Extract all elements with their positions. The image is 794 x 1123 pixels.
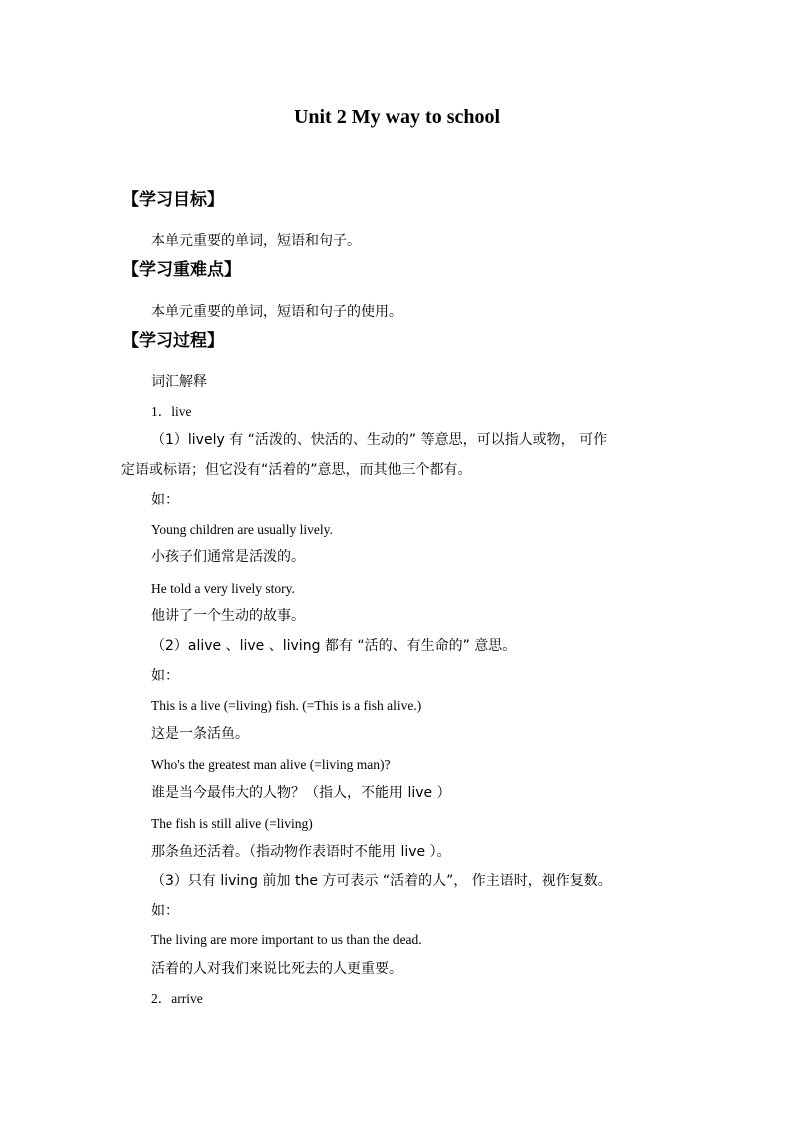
difficulty-text: 本单元重要的单词，短语和句子的使用。 xyxy=(151,304,403,320)
example-english: Who's the greatest man alive (=living man)? xyxy=(151,757,391,772)
example-english: Young children are usually lively. xyxy=(151,522,333,537)
example-english: He told a very lively story. xyxy=(151,581,295,596)
paragraph-line: （2）alive 、live 、living 都有 “活的、有生命的” 意思。 xyxy=(151,638,517,654)
paragraph-line: （1）lively 有 “活泼的、快活的、生动的” 等意思，可以指人或物， 可作 xyxy=(151,432,608,448)
vocab-heading: 词汇解释 xyxy=(151,374,207,390)
example-english: The fish is still alive (=living) xyxy=(151,816,313,831)
goal-text: 本单元重要的单词，短语和句子。 xyxy=(151,233,361,249)
document-title: Unit 2 My way to school xyxy=(293,106,501,128)
example-chinese: 小孩子们通常是活泼的。 xyxy=(151,549,305,565)
example-label: 如： xyxy=(151,668,179,684)
paragraph-line: 定语或标语；但它没有“活着的”意思，而其他三个都有。 xyxy=(121,462,472,478)
example-label: 如： xyxy=(151,492,179,508)
section-heading-process: 【学习过程】 xyxy=(122,331,224,351)
vocab-item-live: 1．live xyxy=(151,404,192,419)
example-chinese: 这是一条活鱼。 xyxy=(151,726,249,742)
example-chinese: 那条鱼还活着。（指动物作表语时不能用 live ）。 xyxy=(151,844,451,860)
example-english: The living are more important to us than the dead. xyxy=(151,932,422,947)
example-label: 如： xyxy=(151,903,179,919)
example-chinese: 活着的人对我们来说比死去的人更重要。 xyxy=(151,961,403,977)
example-chinese: 谁是当今最伟大的人物？（指人，不能用 live ） xyxy=(151,785,451,801)
vocab-item-arrive: 2．arrive xyxy=(151,991,203,1006)
paragraph-line: （3）只有 living 前加 the 方可表示 “活着的人”， 作主语时，视作复数。 xyxy=(151,873,612,889)
section-heading-difficulty: 【学习重难点】 xyxy=(122,260,241,280)
example-chinese: 他讲了一个生动的故事。 xyxy=(151,608,305,624)
example-english: This is a live (=living) fish. (=This is a fish alive.) xyxy=(151,698,422,713)
section-heading-goal: 【学习目标】 xyxy=(122,190,224,210)
